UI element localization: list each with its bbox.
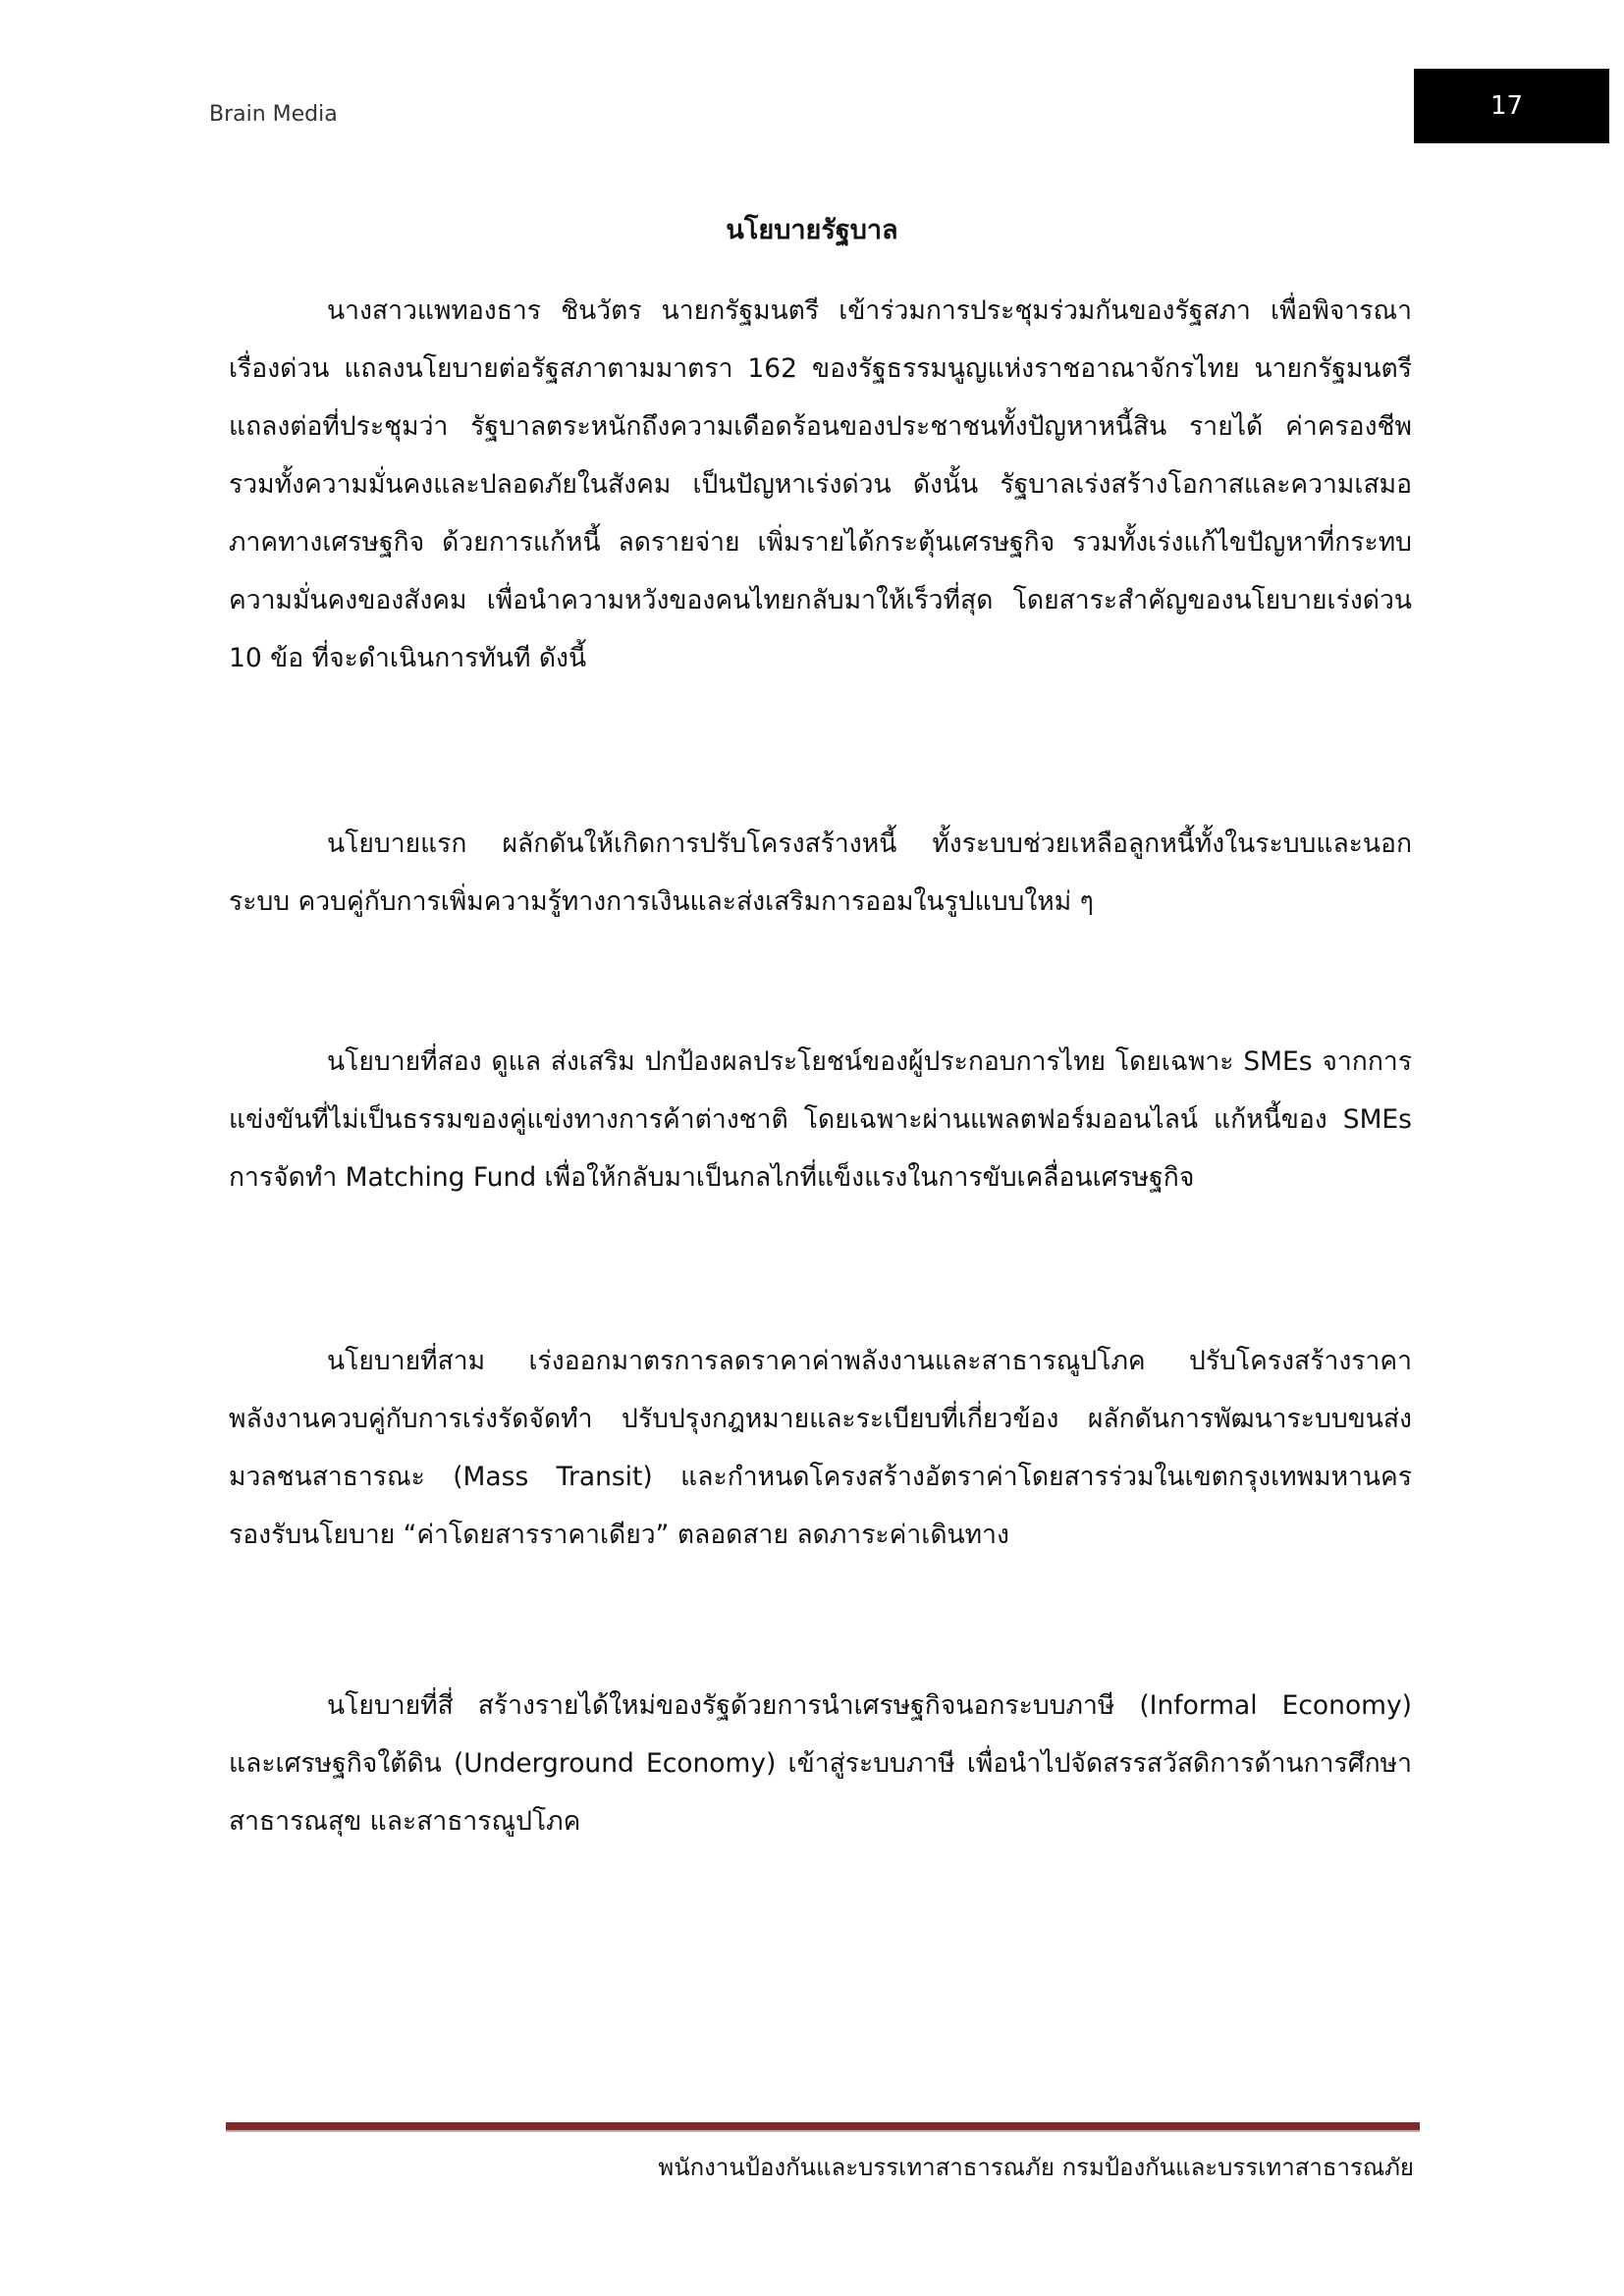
policy-paragraph-4: นโยบายที่สี่ สร้างรายได้ใหม่ของรัฐด้วยการนำเศรษฐกิจนอกระบบภาษี (Informal Economy) และเศรษฐกิจใต้ดิน (Underground Economy) เข้าสู่ระบบภาษี เพื่อนำไปจัดสรรสวัสดิการด้านการศึกษา สาธารณสุข และสาธารณูปโภค <box>229 1690 1412 1837</box>
footer-text: พนักงานป้องกันและบรรเทาสาธารณภัย กรมป้องกันและบรรเทาสาธารณภัย <box>658 2154 1414 2181</box>
policy-paragraph-1: นโยบายแรก ผลักดันให้เกิดการปรับโครงสร้างหนี้ ทั้งระบบช่วยเหลือลูกหนี้ทั้งในระบบและนอกระบบ ควบคู่กับการเพิ่มความรู้ทางการเงินและส่งเสริมการออมในรูปแบบใหม่ ๆ <box>229 828 1412 917</box>
intro-paragraph: นางสาวแพทองธาร ชินวัตร นายกรัฐมนตรี เข้าร่วมการประชุมร่วมกันของรัฐสภา เพื่อพิจารณาเรื่องด่วน แถลงนโยบายต่อรัฐสภาตามมาตรา 162 ของรัฐธรรมนูญแห่งราชอาณาจักรไทย นายกรัฐมนตรีแถลงต่อที่ประชุมว่า รัฐบาลตระหนักถึงความเดือดร้อนของประชาชนทั้งปัญหาหนี้สิน รายได้ ค่าครองชีพ รวมทั้งความมั่นคงและปลอดภัยในสังคม เป็นปัญหาเร่งด่วน ดังนั้น รัฐบาลเร่งสร้างโอกาสและความเสมอภาคทางเศรษฐกิจ ด้วยการแก้หนี้ ลดรายจ่าย เพิ่มรายได้กระตุ้นเศรษฐกิจ รวมทั้งเร่งแก้ไขปัญหาที่กระทบความมั่นคงของสังคม เพื่อนำความหวังของคนไทยกลับมาให้เร็วที่สุด โดยสาระสำคัญของนโยบายเร่งด่วน 10 ข้อ ที่จะดำเนินการทันที ดังนี้ <box>229 295 1412 673</box>
document-title: นโยบายรัฐบาล <box>726 215 898 245</box>
footer-divider <box>226 2122 1420 2132</box>
publisher-name: Brain Media <box>209 102 338 127</box>
policy-paragraph-2: นโยบายที่สอง ดูแล ส่งเสริม ปกป้องผลประโยชน์ของผู้ประกอบการไทย โดยเฉพาะ SMEs จากการแข่งขันที่ไม่เป็นธรรมของคู่แข่งทางการค้าต่างชาติ โดยเฉพาะผ่านแพลตฟอร์มออนไลน์ แก้หนี้ของ SMEs การจัดทำ Matching Fund เพื่อให้กลับมาเป็นกลไกที่แข็งแรงในการขับเคลื่อนเศรษฐกิจ <box>229 1046 1412 1193</box>
policy-paragraph-3: นโยบายที่สาม เร่งออกมาตรการลดราคาค่าพลังงานและสาธารณูปโภค ปรับโครงสร้างราคาพลังงานควบคู่กับการเร่งรัดจัดทำ ปรับปรุงกฎหมายและระเบียบที่เกี่ยวข้อง ผลักดันการพัฒนาระบบขนส่งมวลชนสาธารณะ (Mass Transit) และกำหนดโครงสร้างอัตราค่าโดยสารร่วมในเขตกรุงเทพมหานครรองรับนโยบาย “ค่าโดยสารราคาเดียว” ตลอดสาย ลดภาระค่าเดินทาง <box>229 1346 1412 1550</box>
page-number: 17 <box>1414 69 1609 143</box>
